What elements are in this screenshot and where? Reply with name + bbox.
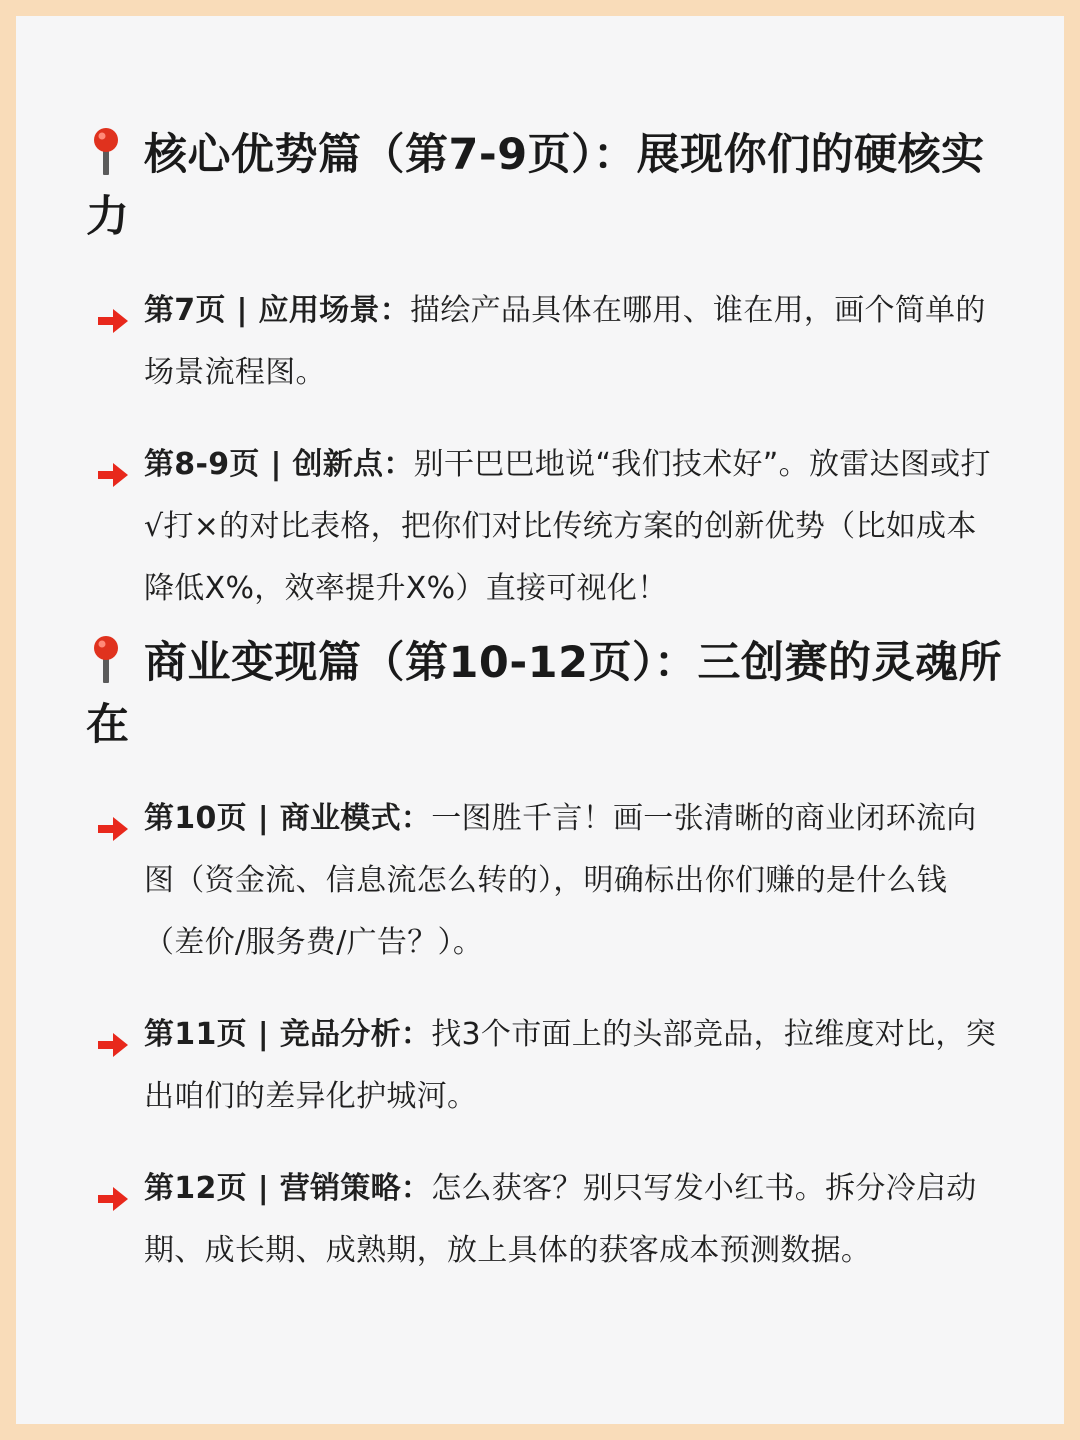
- section-core-advantages: [86, 124, 1006, 620]
- item-label: 第11页 | 竞品分析：: [144, 1017, 432, 1052]
- right-arrow-icon: [96, 1174, 130, 1204]
- list-item: [86, 434, 1006, 620]
- section-heading-text: 商业变现篇（第10-12页）：三创赛的灵魂所在: [86, 638, 1003, 750]
- item-list: [86, 788, 1006, 1282]
- section-heading: [86, 124, 1006, 248]
- section-heading-text: 核心优势篇（第7-9页）：展现你们的硬核实力: [86, 130, 985, 242]
- list-item: [86, 1004, 1006, 1128]
- item-text: 怎么获客？别只写发小红书。拆分冷启动期、成长期、成熟期，放上具体的获客成本预测数据。: [144, 1171, 977, 1268]
- right-arrow-icon: [96, 1020, 130, 1050]
- list-item: [86, 788, 1006, 974]
- item-text: 描绘产品具体在哪用、谁在用，画个简单的场景流程图。: [144, 293, 986, 390]
- round-pushpin-icon: [86, 127, 144, 177]
- item-label: 第7页 | 应用场景：: [144, 293, 411, 328]
- round-pushpin-icon: [86, 635, 144, 685]
- section-monetization: [86, 632, 1006, 1282]
- content-card: [16, 16, 1064, 1424]
- item-text: 找3个市面上的头部竞品，拉维度对比，突出咱们的差异化护城河。: [144, 1017, 996, 1114]
- item-text: 一图胜千言！画一张清晰的商业闭环流向图（资金流、信息流怎么转的），明确标出你们赚的是什么钱（差价/服务费/广告？）。: [144, 801, 977, 960]
- list-item: [86, 1158, 1006, 1282]
- item-label: 第10页 | 商业模式：: [144, 801, 432, 836]
- item-text: 别干巴巴地说“我们技术好”。放雷达图或打√打×的对比表格，把你们对比传统方案的创新优势（比如成本降低X%，效率提升X%）直接可视化！: [144, 447, 991, 606]
- right-arrow-icon: [96, 450, 130, 480]
- item-list: [86, 280, 1006, 620]
- item-label: 第8-9页 | 创新点：: [144, 447, 414, 482]
- list-item: [86, 280, 1006, 404]
- item-label: 第12页 | 营销策略：: [144, 1171, 432, 1206]
- right-arrow-icon: [96, 296, 130, 326]
- section-heading: [86, 632, 1006, 756]
- right-arrow-icon: [96, 804, 130, 834]
